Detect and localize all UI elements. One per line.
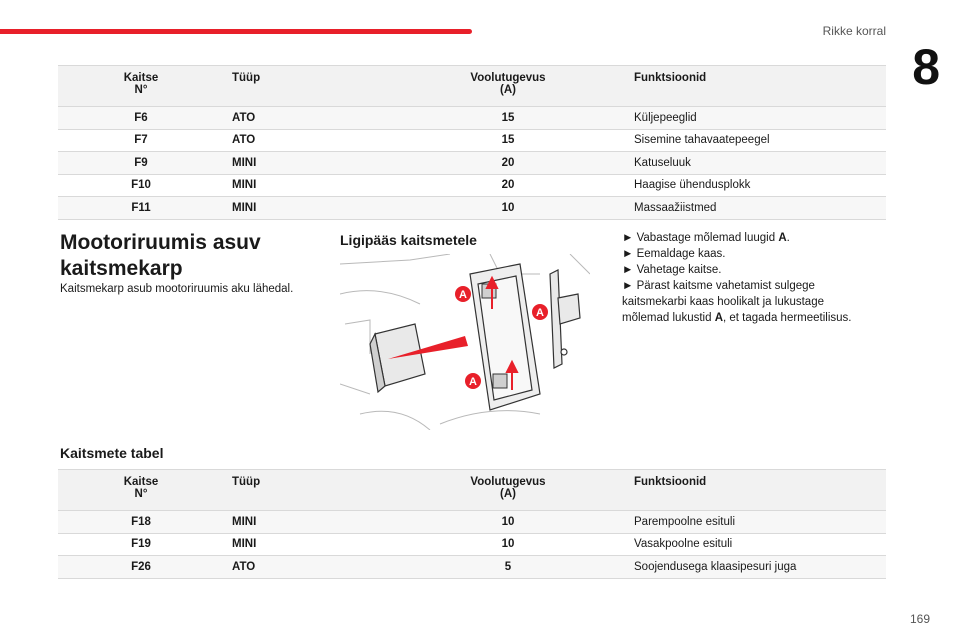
- svg-text:A: A: [469, 376, 477, 388]
- col-fuse-no: Kaitse N°: [58, 66, 224, 107]
- col-type: Tüüp: [224, 66, 390, 107]
- table-row: F9 MINI 20 Katuseluuk: [58, 152, 886, 175]
- fuse-table-title: Kaitsmete tabel: [60, 445, 164, 461]
- table-row: F10 MINI 20 Haagise ühendusplokk: [58, 174, 886, 197]
- list-item: ► Vabastage mõlemad luugid A.: [622, 232, 790, 244]
- list-item: ► Vahetage kaitse.: [622, 264, 722, 276]
- table-header-row: [58, 66, 886, 107]
- svg-text:A: A: [536, 307, 544, 319]
- col-fuse-no: Kaitse N°: [58, 470, 224, 511]
- table-row: F18 MINI 10 Parempoolne esituli: [58, 511, 886, 534]
- engine-fusebox-heading: Mootoriruumis asuv kaitsmekarp: [60, 231, 261, 280]
- svg-text:A: A: [459, 289, 467, 301]
- col-current: Voolutugevus (A): [390, 66, 626, 107]
- engine-fusebox-description: Kaitsmekarp asub mootoriruumis aku lähedal.: [60, 283, 294, 295]
- table-row: F7 ATO 15 Sisemine tahavaatepeegel: [58, 129, 886, 152]
- col-current: Voolutugevus (A): [390, 470, 626, 511]
- instruction-steps: [622, 230, 872, 326]
- table-row: F6 ATO 15 Küljepeeglid: [58, 107, 886, 130]
- table-header-row: [58, 470, 886, 511]
- page-number: 169: [909, 612, 930, 626]
- list-item: ► Eemaldage kaas.: [622, 248, 726, 260]
- col-functions: Funktsioonid: [626, 470, 886, 511]
- fuse-table-bottom: [58, 469, 886, 579]
- table-row: F26 ATO 5 Soojendusega klaasipesuri juga: [58, 556, 886, 579]
- col-type: Tüüp: [224, 470, 390, 511]
- table-row: F19 MINI 10 Vasakpoolne esituli: [58, 533, 886, 556]
- list-item: ► Pärast kaitsme vahetamist sulgege kaitsmekarbi kaas hoolikalt ja lukustage mõlemad lukustid A, et tagada hermeetilisus.: [622, 280, 852, 324]
- fusebox-illustration: [340, 254, 590, 430]
- fuse-table-top: [58, 65, 886, 220]
- fuse-access-heading: Ligipääs kaitsmetele: [340, 232, 477, 248]
- col-functions: Funktsioonid: [626, 66, 886, 107]
- chapter-number: 8: [912, 39, 940, 95]
- table-row: F11 MINI 10 Massaažiistmed: [58, 197, 886, 220]
- top-accent-bar: [0, 29, 472, 34]
- section-title: Rikke korral: [822, 24, 886, 38]
